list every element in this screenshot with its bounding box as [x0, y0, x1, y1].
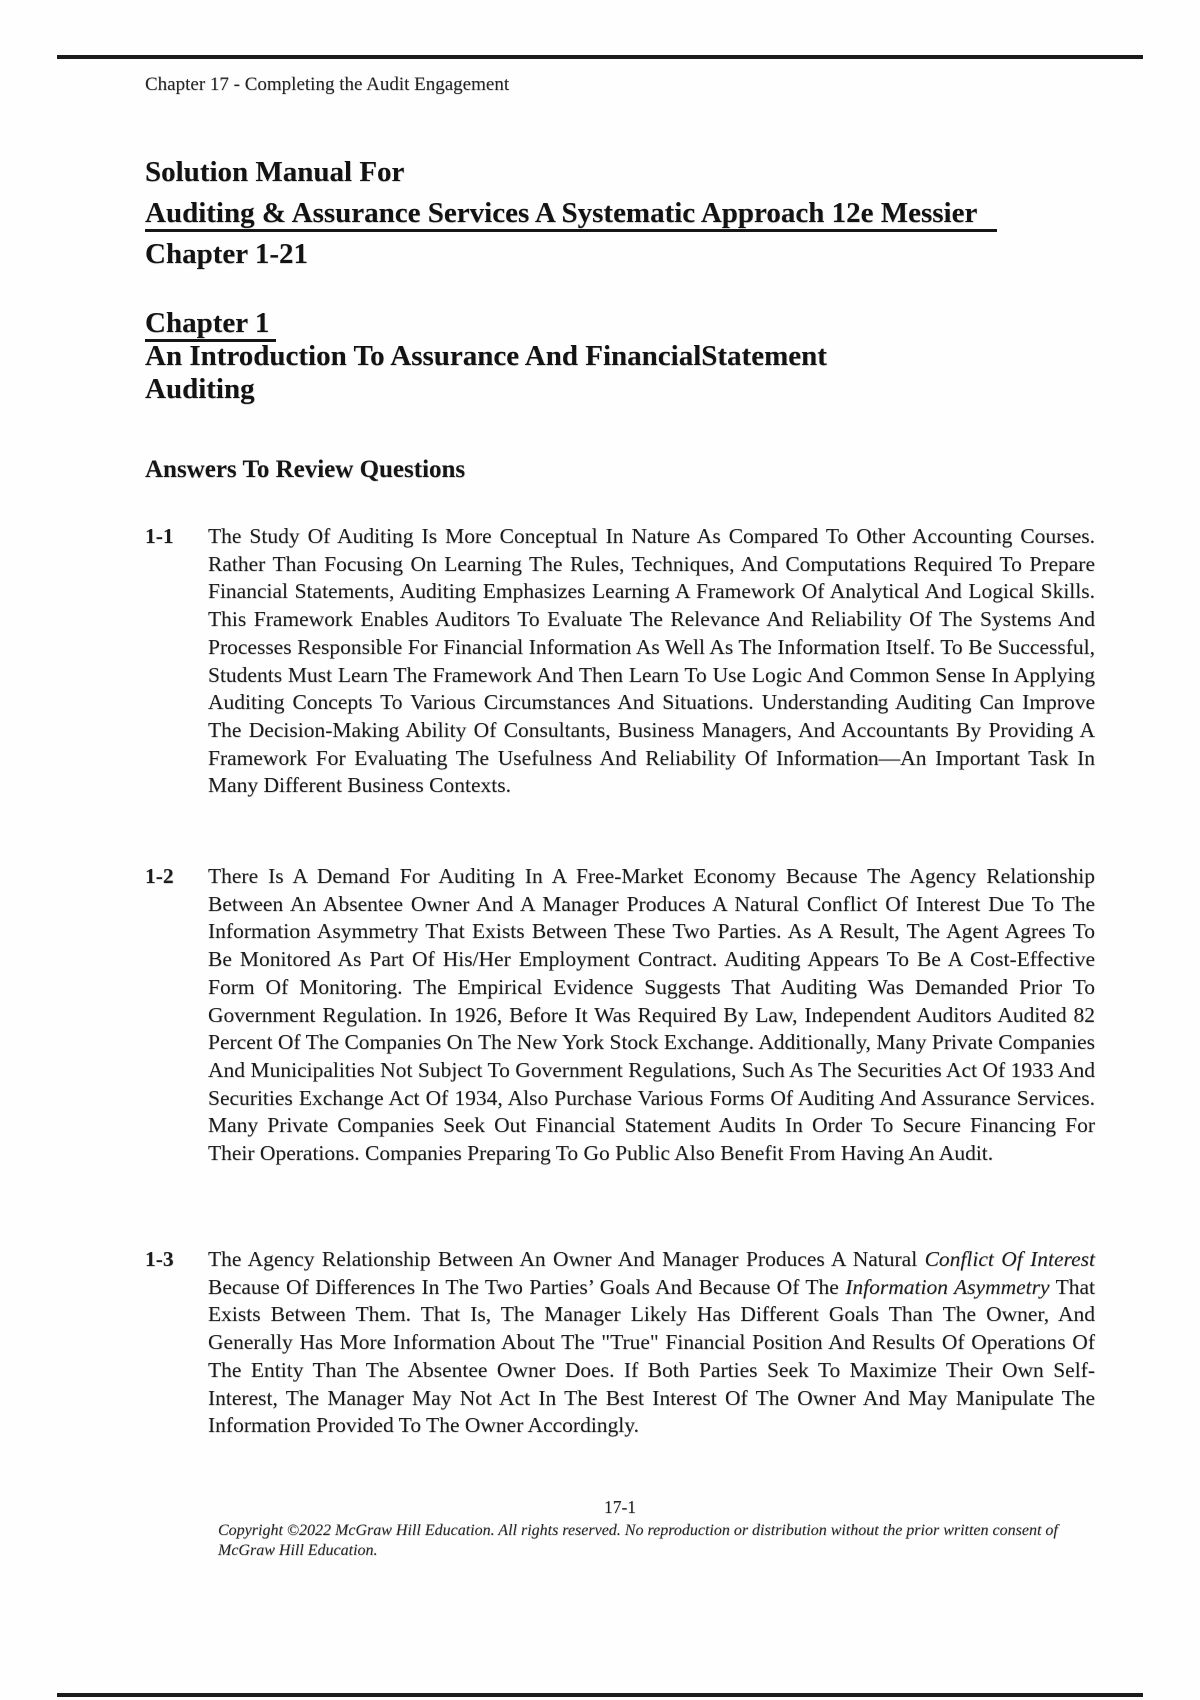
- chapter-heading-block: [145, 307, 827, 406]
- chapter-number-heading: Chapter 1: [145, 307, 276, 342]
- review-answer-1-3: [145, 1246, 1095, 1440]
- copyright-notice: [218, 1521, 1098, 1560]
- chapter-title-line-2: Auditing: [145, 373, 255, 405]
- chapter-number-line: [145, 307, 827, 340]
- title-line-2: Auditing & Assurance Services A Systematic Approach 12e Messier: [145, 197, 997, 232]
- question-number: 1-1: [145, 524, 174, 548]
- copyright-line: Copyright ©2022 McGraw Hill Education. All rights reserved. No reproduction or distribution without the prior written consent of: [218, 1522, 1058, 1539]
- page-number: 17-1: [603, 1497, 637, 1517]
- top-rule: [57, 55, 1143, 59]
- section-heading: Answers To Review Questions: [145, 456, 466, 483]
- answer-text: There Is A Demand For Auditing In A Free-Market Economy Because The Agency Relationship Between An Absentee Owner And A Manager Produces A Natural Conflict Of Interest Due To The Information Asymmetry That Exists Between These Two Parties. As A Result, The Agent Agrees To Be Monitored As Part Of His/Her Employment Contract. Auditing Appears To Be A Cost-Effective Form Of Monitoring. The Empirical Evidence Suggests That Auditing Was Demanded Prior To Government Regulation. In 1926, Before It Was Required By Law, Independent Auditors Audited 82 Percent Of The Companies On The New York Stock Exchange. Additionally, Many Private Companies And Municipalities Not Subject To Government Regulations, Such As The Securities Act Of 1933 And Securities Exchange Act Of 1934, Also Purchase Various Forms Of Auditing And Assurance Services. Many Private Companies Seek Out Financial Statement Audits In Order To Secure Financing For Their Operations. Companies Preparing To Go Public Also Benefit From Having An Audit.: [208, 864, 1095, 1166]
- title-line-1: Solution Manual For: [145, 156, 405, 188]
- italic-term: Information Asymmetry: [845, 1274, 1050, 1299]
- answer-text: [208, 1246, 1095, 1440]
- chapter-title-line-1: An Introduction To Assurance And FinancialStatement: [145, 340, 827, 372]
- answer-text-segment: That Exists Between Them. That Is, The Manager Likely Has Different Goals Than The Owner, And Generally Has More Information About The "True" Financial Position And Results Of Operations Of The Entity Than The Absentee Owner Does. If Both Parties Seek To Maximize Their Own Self-Interest, The Manager May Not Act In The Best Interest Of The Owner And May Manipulate The Information Provided To The Owner Accordingly.: [208, 1274, 1096, 1438]
- review-answer-1-2: [145, 863, 1095, 1168]
- question-number: 1-2: [145, 864, 174, 888]
- italic-term: Conflict Of Interest: [924, 1247, 1095, 1271]
- review-answer-1-1: [145, 523, 1095, 800]
- title-line-3: Chapter 1-21: [145, 238, 308, 270]
- title-block: [145, 152, 997, 275]
- title-line-2-wrap: [145, 193, 997, 234]
- bottom-rule: [57, 1693, 1143, 1697]
- copyright-line: McGraw Hill Education.: [218, 1541, 378, 1559]
- answer-text: The Study Of Auditing Is More Conceptual In Nature As Compared To Other Accounting Courses. Rather Than Focusing On Learning The Rules, Techniques, And Computations Required To Prepare Financial Statements, Auditing Emphasizes Learning A Framework Of Analytical And Logical Skills. This Framework Enables Auditors To Evaluate The Relevance And Reliability Of The Systems And Processes Responsible For Financial Information As Well As The Information Itself. To Be Successful, Students Must Learn The Framework And Then Learn To Use Logic And Common Sense In Applying Auditing Concepts To Various Circumstances And Situations. Understanding Auditing Can Improve The Decision-Making Ability Of Consultants, Business Managers, And Accountants By Providing A Framework For Evaluating The Usefulness And Reliability Of Information—An Important Task In Many Different Business Contexts.: [208, 524, 1095, 798]
- answer-text-segment: The Agency Relationship Between An Owner And Manager Produces A Natural: [208, 1247, 925, 1271]
- question-number: 1-3: [145, 1247, 174, 1271]
- running-header: Chapter 17 - Completing the Audit Engagement: [145, 74, 510, 95]
- answer-text-segment: Because Of Differences In The Two Parties’ Goals And Because Of The: [208, 1274, 846, 1299]
